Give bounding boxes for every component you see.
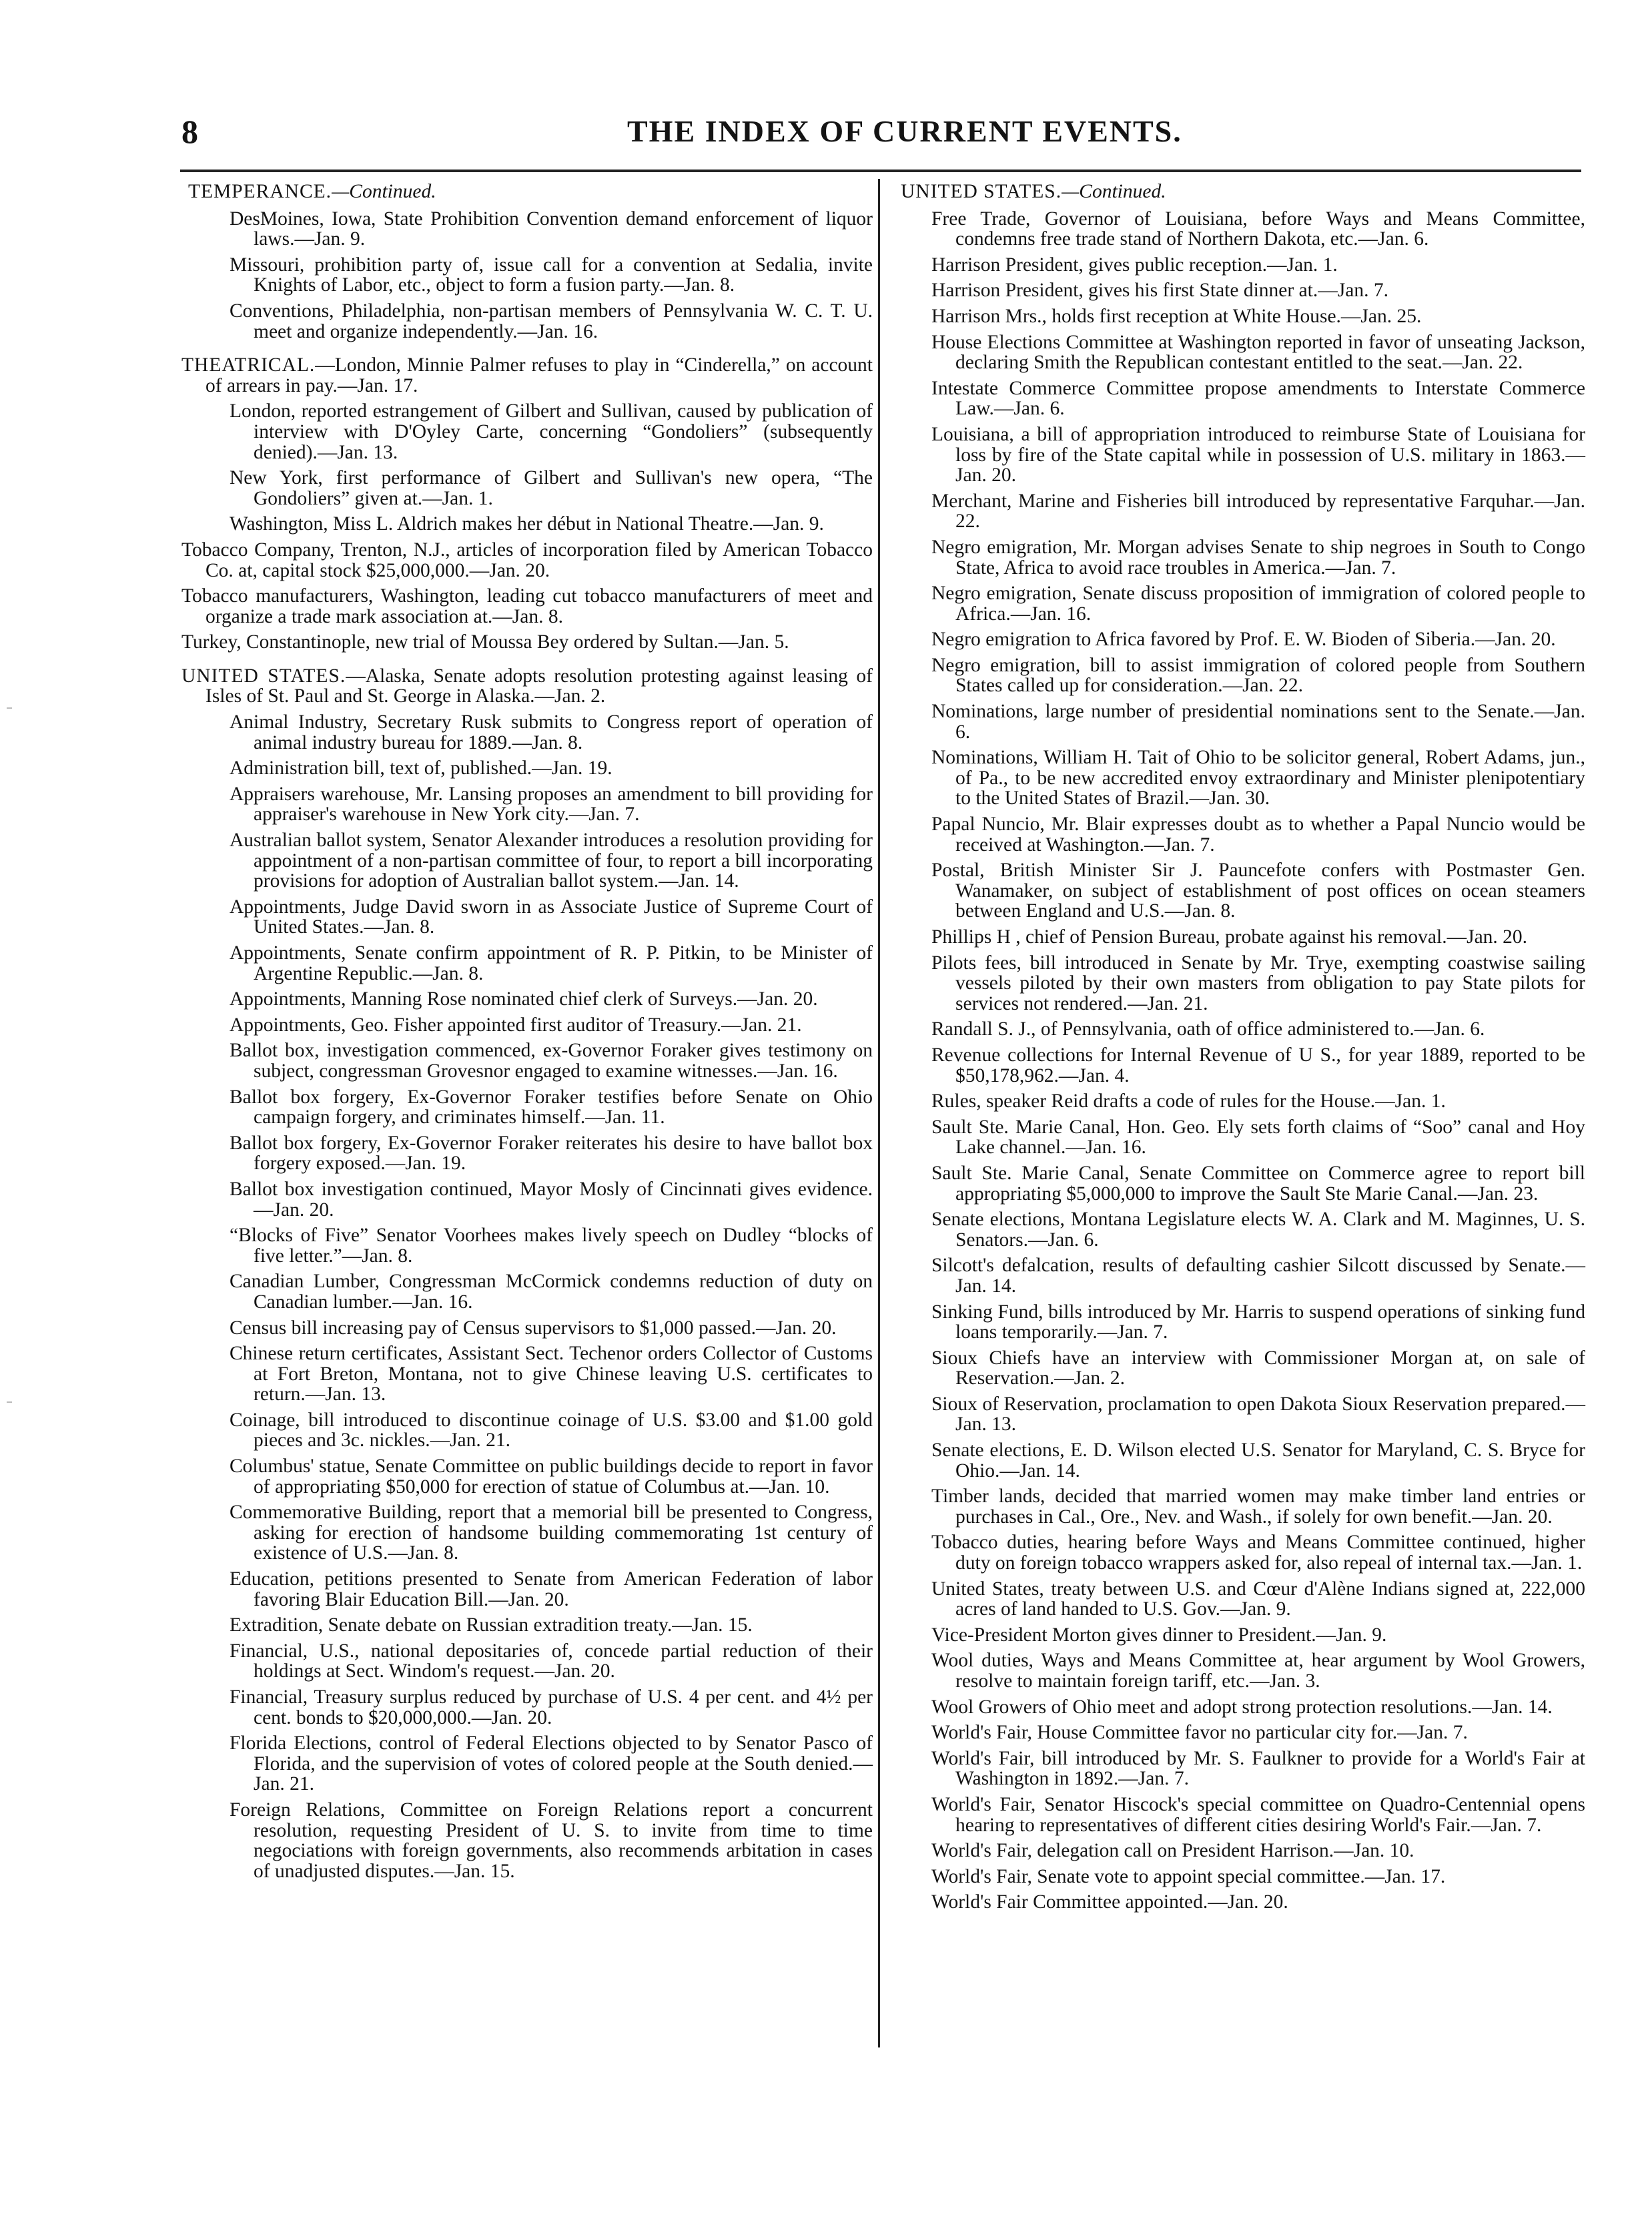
continued-label: —Continued. — [332, 181, 436, 202]
index-entry: Conventions, Philadelphia, non-partisan members of Pennsylvania W. C. T. U. meet and organize independently.—Jan. 16. — [230, 300, 873, 342]
index-entry: Canadian Lumber, Congressman McCormick condemns reduction of duty on Canadian lumber.—Jan. 16. — [230, 1271, 873, 1313]
index-entry: Postal, British Minister Sir J. Pauncefote confers with Postmaster Gen. Wanamaker, on subject of establishment of post offices on ocean steamers between England and U.S.—Jan. 8. — [931, 860, 1585, 922]
index-entry: Wool Growers of Ohio meet and adopt strong protection resolutions.—Jan. 14. — [931, 1696, 1553, 1718]
section-heading: UNITED STATES. — [181, 665, 346, 687]
index-entry: Tobacco duties, hearing before Ways and Means Committee continued, higher duty on foreign tobacco wrappers asked for, also repeal of internal tax.—Jan. 1. — [931, 1532, 1585, 1574]
index-entry: Census bill increasing pay of Census supervisors to $1,000 passed.—Jan. 20. — [230, 1317, 837, 1339]
index-entry: Tobacco Company, Trenton, N.J., articles of incorporation filed by American Tobacco Co. at, capital stock $25,000,000.—Jan. 20. — [181, 539, 873, 581]
index-entry: Free Trade, Governor of Louisiana, before Ways and Means Committee, condemns free trade stand of Northern Dakota, etc.—Jan. 6. — [931, 208, 1585, 250]
index-entry: Sault Ste. Marie Canal, Senate Committee on Commerce agree to report bill appropriating $5,000,000 to improve the Sault Ste Marie Canal.—Jan. 23. — [931, 1162, 1585, 1205]
index-entry: Tobacco manufacturers, Washington, leading cut tobacco manufacturers of meet and organize a trade mark association at.—Jan. 8. — [181, 585, 873, 627]
index-entry: Senate elections, Montana Legislature elects W. A. Clark and M. Maginnes, U. S. Senators.—Jan. 6. — [931, 1209, 1585, 1251]
index-entry: Commemorative Building, report that a memorial bill be presented to Congress, asking for erection of handsome building commemorating 1st century of existence of U.S.—Jan. 8. — [230, 1502, 873, 1564]
section-entry — [181, 666, 873, 707]
index-entry: Sinking Fund, bills introduced by Mr. Harris to suspend operations of sinking fund loans temporarily.—Jan. 7. — [931, 1301, 1585, 1343]
index-entry: Sioux Chiefs have an interview with Commissioner Morgan at, on sale of Reservation.—Jan. 2. — [931, 1347, 1585, 1389]
index-entry: Merchant, Marine and Fisheries bill introduced by representative Farquhar.—Jan. 22. — [931, 490, 1585, 533]
index-entry: World's Fair Committee appointed.—Jan. 20. — [931, 1891, 1288, 1913]
index-entry: Administration bill, text of, published.—Jan. 19. — [230, 757, 612, 779]
index-entry: Washington, Miss L. Aldrich makes her début in National Theatre.—Jan. 9. — [230, 513, 824, 535]
misc-list — [181, 540, 873, 653]
index-entry: DesMoines, Iowa, State Prohibition Convention demand enforcement of liquor laws.—Jan. 9. — [230, 208, 873, 250]
margin-mark — [7, 1401, 12, 1403]
index-entry: World's Fair, delegation call on President Harrison.—Jan. 10. — [931, 1840, 1414, 1862]
page-number: 8 — [181, 113, 198, 150]
right-column — [894, 182, 1585, 1918]
index-entry: Appointments, Judge David sworn in as Associate Justice of Supreme Court of United States.—Jan. 8. — [230, 896, 873, 938]
index-entry: Sault Ste. Marie Canal, Hon. Geo. Ely sets forth claims of “Soo” canal and Hoy Lake channel.—Jan. 16. — [931, 1116, 1585, 1159]
index-entry: Negro emigration to Africa favored by Prof. E. W. Bioden of Siberia.—Jan. 20. — [931, 629, 1556, 651]
index-entry: Silcott's defalcation, results of defaulting cashier Silcott discussed by Senate.—Jan. 14. — [931, 1255, 1585, 1297]
index-entry: Revenue collections for Internal Revenue of U S., for year 1889, reported to be $50,178,962.—Jan. 4. — [931, 1044, 1585, 1086]
index-entry: Negro emigration, Senate discuss proposition of immigration of colored people to Africa.—Jan. 16. — [931, 583, 1585, 625]
section-heading: TEMPERANCE. — [188, 181, 332, 202]
index-entry: Timber lands, decided that married women may make timber land entries or purchases in Cal., Ore., Nev. and Wash., if solely for own benefit.—Jan. 20. — [931, 1486, 1585, 1528]
index-entry: Columbus' statue, Senate Committee on public buildings decide to report in favor of appropriating $50,000 for erection of statue of Columbus at.—Jan. 10. — [230, 1456, 873, 1498]
index-entry: Harrison President, gives public reception.—Jan. 1. — [931, 254, 1338, 276]
index-entry: Coinage, bill introduced to discontinue coinage of U.S. $3.00 and $1.00 gold pieces and 3c. nickles.—Jan. 21. — [230, 1409, 873, 1452]
index-entry: London, reported estrangement of Gilbert and Sullivan, caused by publication of interview with D'Oyley Carte, concerning “Gondoliers” (subsequently denied).—Jan. 13. — [230, 400, 873, 463]
section-entry — [181, 355, 873, 396]
index-entry: “Blocks of Five” Senator Voorhees makes lively speech on Dudley “blocks of five letter.”—Jan. 8. — [230, 1225, 873, 1267]
index-entry: Harrison Mrs., holds first reception at White House.—Jan. 25. — [931, 305, 1422, 327]
index-entry: Pilots fees, bill introduced in Senate by Mr. Trye, exempting coastwise sailing vessels piloted by their own masters from obligation to pay State pilots for services not rendered.—Jan. 21. — [931, 952, 1585, 1014]
index-entry: Extradition, Senate debate on Russian extradition treaty.—Jan. 15. — [230, 1614, 753, 1636]
index-entry: Ballot box forgery, Ex-Governor Foraker reiterates his desire to have ballot box forgery exposed.—Jan. 19. — [230, 1132, 873, 1175]
index-entry: Senate elections, E. D. Wilson elected U.S. Senator for Maryland, C. S. Bryce for Ohio.—Jan. 14. — [931, 1440, 1585, 1482]
index-entry: Missouri, prohibition party of, issue call for a convention at Sedalia, invite Knights of Labor, etc., object to form a fusion party.—Jan. 8. — [230, 254, 873, 296]
index-entry: World's Fair, House Committee favor no particular city for.—Jan. 7. — [931, 1722, 1468, 1744]
header-rule — [180, 170, 1581, 172]
index-entry: Wool duties, Ways and Means Committee at, hear argument by Wool Growers, resolve to maintain foreign tariff, etc.—Jan. 3. — [931, 1650, 1585, 1692]
continued-heading — [901, 182, 1585, 202]
index-entry: House Elections Committee at Washington reported in favor of unseating Jackson, declaring Smith the Republican contestant entitled to the seat.—Jan. 22. — [931, 331, 1585, 374]
index-entry: Appointments, Geo. Fisher appointed first auditor of Treasury.—Jan. 21. — [230, 1014, 802, 1036]
index-entry: Randall S. J., of Pennsylvania, oath of office administered to.—Jan. 6. — [931, 1018, 1485, 1040]
index-entry: Appraisers warehouse, Mr. Lansing proposes an amendment to bill providing for appraiser's warehouse in New York city.—Jan. 7. — [230, 783, 873, 826]
index-entry: Rules, speaker Reid drafts a code of rules for the House.—Jan. 1. — [931, 1090, 1446, 1112]
column-divider — [878, 179, 880, 2047]
index-entry: Financial, Treasury surplus reduced by purchase of U.S. 4 per cent. and 4½ per cent. bonds to $20,000,000.—Jan. 20. — [230, 1686, 873, 1728]
section-heading: THEATRICAL. — [181, 354, 316, 376]
index-entry: Harrison President, gives his first State dinner at.—Jan. 7. — [931, 280, 1388, 302]
index-entry: Nominations, large number of presidential nominations sent to the Senate.—Jan. 6. — [931, 701, 1585, 743]
index-entry-text: —London, Minnie Palmer refuses to play in “Cinderella,” on account of arrears in pay.—Jan. 17. — [205, 354, 873, 396]
page-title: THE INDEX OF CURRENT EVENTS. — [627, 114, 1182, 148]
index-entry: Papal Nuncio, Mr. Blair expresses doubt as to whether a Papal Nuncio would be received at Washington.—Jan. 7. — [931, 814, 1585, 856]
index-entry: Education, petitions presented to Senate from American Federation of labor favoring Blair Education Bill.—Jan. 20. — [230, 1568, 873, 1610]
us-continued-list — [931, 209, 1585, 1913]
index-entry: Ballot box investigation continued, Mayor Mosly of Cincinnati gives evidence.—Jan. 20. — [230, 1178, 873, 1221]
index-entry: Nominations, William H. Tait of Ohio to be solicitor general, Robert Adams, jun., of Pa., to be new accredited envoy extraordinary and Minister plenipotentiary to the United States of Brazil.—Jan. 30. — [931, 747, 1585, 810]
index-entry: Phillips H , chief of Pension Bureau, probate against his removal.—Jan. 20. — [931, 926, 1528, 948]
index-entry: Ballot box forgery, Ex-Governor Foraker testifies before Senate on Ohio campaign forgery, and criminates himself.—Jan. 11. — [230, 1086, 873, 1129]
index-entry: United States, treaty between U.S. and Cœur d'Alène Indians signed at, 222,000 acres of land handed to U.S. Gov.—Jan. 9. — [931, 1578, 1585, 1620]
index-entry: Animal Industry, Secretary Rusk submits to Congress report of operation of animal industry bureau for 1889.—Jan. 8. — [230, 711, 873, 753]
section-heading: UNITED STATES. — [901, 181, 1062, 202]
index-entry: Australian ballot system, Senator Alexander introduces a resolution providing for appointment of a non-partisan committee of four, to report a bill incorporating provisions for adoption of Australian ballot system.—Jan. 14. — [230, 830, 873, 892]
theatrical-list — [230, 401, 873, 535]
left-column — [181, 182, 873, 1887]
index-entry: Turkey, Constantinople, new trial of Moussa Bey ordered by Sultan.—Jan. 5. — [181, 631, 789, 653]
index-entry: Ballot box, investigation commenced, ex-Governor Foraker gives testimony on subject, congressman Grovesnor engaged to examine witnesses.—Jan. 16. — [230, 1040, 873, 1082]
continued-heading — [188, 182, 873, 202]
index-entry: Financial, U.S., national depositaries of, concede partial reduction of their holdings at Sect. Windom's request.—Jan. 20. — [230, 1640, 873, 1682]
temperance-list — [230, 209, 873, 342]
index-entry: Vice-President Morton gives dinner to President.—Jan. 9. — [931, 1624, 1387, 1646]
index-entry: Intestate Commerce Committee propose amendments to Interstate Commerce Law.—Jan. 6. — [931, 377, 1585, 420]
index-entry: Appointments, Manning Rose nominated chief clerk of Surveys.—Jan. 20. — [230, 988, 818, 1010]
index-entry: Appointments, Senate confirm appointment of R. P. Pitkin, to be Minister of Argentine Republic.—Jan. 8. — [230, 942, 873, 984]
index-entry: World's Fair, Senate vote to appoint special committee.—Jan. 17. — [931, 1865, 1446, 1887]
index-entry: World's Fair, Senator Hiscock's special committee on Quadro-Centennial opens hearing to representatives of different cities desiring World's Fair.—Jan. 7. — [931, 1793, 1585, 1836]
continued-label: —Continued. — [1062, 181, 1166, 202]
us-list — [230, 712, 873, 1881]
margin-mark — [7, 707, 12, 709]
index-entry: Florida Elections, control of Federal Elections objected to by Senator Pasco of Florida, and the supervision of votes of colored people at the South denied.—Jan. 21. — [230, 1732, 873, 1795]
index-entry: Louisiana, a bill of appropriation introduced to reimburse State of Louisiana for loss by fire of the State capital while in possession of U.S. military in 1863.—Jan. 20. — [931, 423, 1585, 487]
index-entry-text: —Alaska, Senate adopts resolution protesting against leasing of Isles of St. Paul and St. George in Alaska.—Jan. 2. — [205, 665, 873, 707]
index-entry: Sioux of Reservation, proclamation to open Dakota Sioux Reservation prepared.—Jan. 13. — [931, 1393, 1585, 1436]
index-entry: World's Fair, bill introduced by Mr. S. Faulkner to provide for a World's Fair at Washington in 1892.—Jan. 7. — [931, 1747, 1585, 1790]
index-entry: Chinese return certificates, Assistant Sect. Techenor orders Collector of Customs at Fort Breton, Montana, not to give Chinese leaving U.S. certificates to return.—Jan. 13. — [230, 1343, 873, 1405]
index-entry: Foreign Relations, Committee on Foreign Relations report a concurrent resolution, requesting President of U. S. to invite from time to time negociations with foreign governments, also recommends arbitation in cases of unadjusted disputes.—Jan. 15. — [230, 1799, 873, 1882]
index-entry: Negro emigration, Mr. Morgan advises Senate to ship negroes in South to Congo State, Africa to avoid race troubles in America.—Jan. 7. — [931, 536, 1585, 579]
index-entry: New York, first performance of Gilbert and Sullivan's new opera, “The Gondoliers” given at.—Jan. 1. — [230, 467, 873, 509]
index-entry: Negro emigration, bill to assist immigration of colored people from Southern States called up for consideration.—Jan. 22. — [931, 654, 1585, 697]
